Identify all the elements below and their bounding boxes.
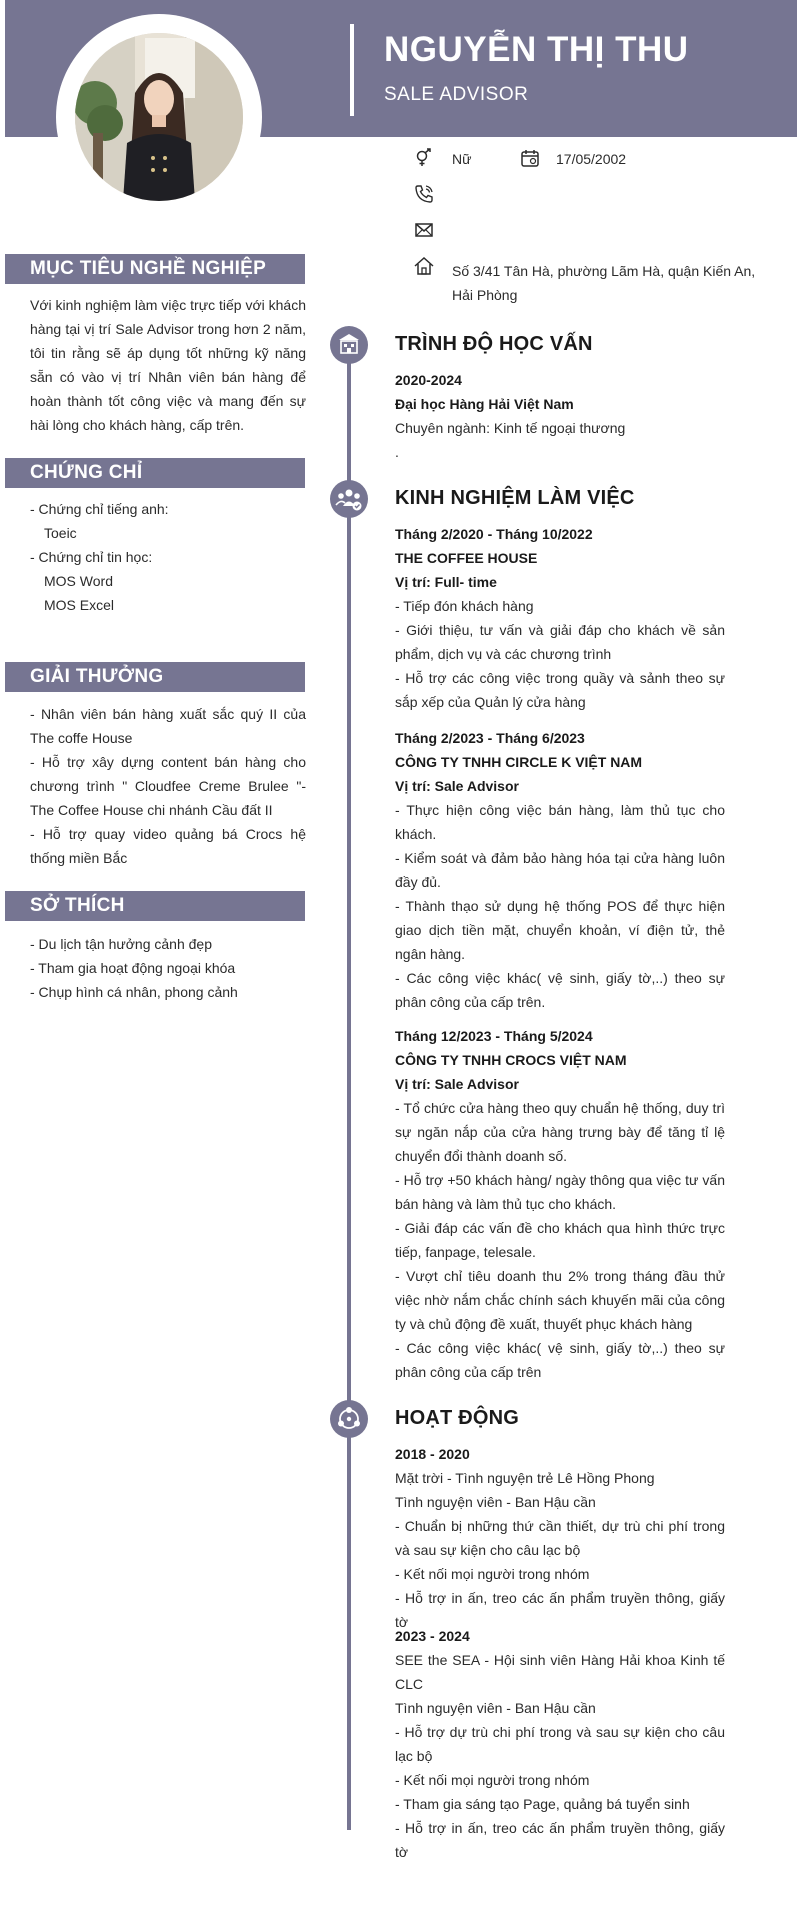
job-period: Tháng 2/2020 - Tháng 10/2022: [395, 526, 593, 542]
certificate-line: - Chứng chỉ tin học:: [30, 549, 153, 565]
avatar-photo: [75, 33, 243, 201]
certificate-line: MOS Word: [44, 573, 113, 589]
activity-line: SEE the SEA - Hội sinh viên Hàng Hải khoa Kinh tế CLC: [395, 1652, 725, 1692]
job-task: - Tiếp đón khách hàng: [395, 598, 534, 614]
education-extra: .: [395, 444, 399, 460]
job-task: - Thực hiện công việc bán hàng, làm thủ tục cho khách.: [395, 802, 725, 842]
activity-line: - Chuẩn bị những thứ cần thiết, dự trù chi phí trong và sau sự kiện cho câu lạc bộ: [395, 1518, 725, 1558]
address-line-2: Hải Phòng: [452, 287, 518, 303]
hobby-line: - Chụp hình cá nhân, phong cảnh: [30, 984, 238, 1000]
certificate-line: MOS Excel: [44, 597, 115, 613]
job-period: Tháng 2/2023 - Tháng 6/2023: [395, 730, 585, 746]
activity-line: - Tham gia sáng tạo Page, quảng bá tuyển sinh: [395, 1796, 690, 1812]
job-company: THE COFFEE HOUSE: [395, 550, 538, 566]
experience-heading: KINH NGHIỆM LÀM VIỆC: [395, 487, 635, 509]
job-task: - Giải đáp các vấn đề cho khách qua hình thức trực tiếp, fanpage, telesale.: [395, 1220, 725, 1260]
email-icon: [414, 220, 434, 240]
hobbies-heading: SỞ THÍCH: [5, 891, 305, 921]
activity-item: [395, 1442, 725, 1634]
job-title: SALE ADVISOR: [384, 84, 529, 105]
experience-job: [395, 1024, 725, 1384]
award-line: - Nhân viên bán hàng xuất sắc quý II của The coffe House: [30, 706, 306, 746]
activity-line: - Hỗ trợ in ấn, treo các ấn phẩm truyền thông, giấy tờ: [395, 1590, 725, 1630]
certificate-line: - Chứng chỉ tiếng anh:: [30, 501, 169, 517]
awards-heading: GIẢI THƯỞNG: [5, 662, 305, 692]
job-task: - Vượt chỉ tiêu doanh thu 2% trong tháng đầu thử việc nhờ nắm chắc chính sách khuyến mãi của công ty và chủ động đề xuất, thuyết phục khách hàng: [395, 1268, 725, 1332]
activity-period: 2018 - 2020: [395, 1446, 470, 1462]
objective-heading: MỤC TIÊU NGHỀ NGHIỆP: [5, 254, 305, 284]
experience-job: [395, 522, 725, 714]
hobby-line: - Tham gia hoạt động ngoại khóa: [30, 960, 236, 976]
job-task: - Hỗ trợ các công việc trong quầy và sảnh theo sự sắp xếp của Quản lý cửa hàng: [395, 670, 725, 710]
activities-heading: HOẠT ĐỘNG: [395, 1407, 520, 1429]
job-position: Vị trí: Sale Advisor: [395, 778, 519, 794]
candidate-name: NGUYỄN THỊ THU: [384, 30, 689, 69]
job-position: Vị trí: Sale Advisor: [395, 1076, 519, 1092]
activity-item: [395, 1624, 725, 1864]
activity-line: Tình nguyện viên - Ban Hậu cần: [395, 1494, 596, 1510]
job-task: - Kiểm soát và đảm bảo hàng hóa tại cửa hàng luôn đầy đủ.: [395, 850, 725, 890]
header-divider: [350, 24, 354, 116]
education-icon: [330, 326, 368, 364]
activity-line: Tình nguyện viên - Ban Hậu cần: [395, 1700, 596, 1716]
gender-value: Nữ: [452, 151, 472, 167]
gender-icon: [414, 148, 434, 168]
job-company: CÔNG TY TNHH CROCS VIỆT NAM: [395, 1052, 627, 1068]
certificate-line: Toeic: [44, 525, 77, 541]
education-heading: TRÌNH ĐỘ HỌC VẤN: [395, 333, 593, 355]
awards-list: [30, 702, 306, 870]
certificates-list: [30, 497, 306, 617]
calendar-icon: [520, 148, 540, 168]
education-block: [395, 368, 725, 464]
hobby-line: - Du lịch tận hưởng cảnh đẹp: [30, 936, 212, 952]
education-school: Đại học Hàng Hải Việt Nam: [395, 396, 574, 412]
education-major: Chuyên ngành: Kinh tế ngoại thương: [395, 420, 626, 436]
job-task: - Thành thạo sử dụng hệ thống POS để thực hiện giao dịch tiền mặt, chuyển khoản, ví điện tử, thẻ ngân hàng.: [395, 898, 725, 962]
phone-icon: [414, 184, 434, 204]
birthday-value: 17/05/2002: [556, 151, 627, 167]
activity-line: - Hỗ trợ in ấn, treo các ấn phẩm truyền thông, giấy tờ: [395, 1820, 725, 1860]
award-line: - Hỗ trợ quay video quảng bá Crocs hệ thống miền Bắc: [30, 826, 306, 866]
address-line-1: Số 3/41 Tân Hà, phường Lãm Hà, quận Kiến An,: [452, 263, 756, 279]
activity-line: - Kết nối mọi người trong nhóm: [395, 1772, 590, 1788]
education-period: 2020-2024: [395, 372, 462, 388]
job-task: - Hỗ trợ +50 khách hàng/ ngày thông qua việc tư vấn bán hàng và làm thủ tục cho khách.: [395, 1172, 725, 1212]
home-icon: [414, 256, 434, 276]
activities-icon: [330, 1400, 368, 1438]
award-line: - Hỗ trợ xây dựng content bán hàng cho chương trình " Cloudfee Creme Brulee "- The Coffee House chi nhánh Cầu đất II: [30, 754, 306, 818]
activity-line: - Hỗ trợ dự trù chi phí trong và sau sự kiện cho câu lạc bộ: [395, 1724, 725, 1764]
job-task: - Giới thiệu, tư vấn và giải đáp cho khách về sản phẩm, dịch vụ và các chương trình: [395, 622, 725, 662]
activity-period: 2023 - 2024: [395, 1628, 470, 1644]
objective-text: Với kinh nghiệm làm việc trực tiếp với khách hàng tại vị trí Sale Advisor trong hơn 2 năm, tôi tin rằng sẽ áp dụng tốt những kỹ năng sẵn có vào vị trí Nhân viên bán hàng để hoàn thành tốt công việc và mang đến sự hài lòng cho khách hàng, cấp trên.: [30, 297, 306, 433]
activity-line: - Kết nối mọi người trong nhóm: [395, 1566, 590, 1582]
avatar: [75, 33, 243, 201]
address: [452, 259, 755, 307]
timeline-line: [347, 340, 351, 1830]
activity-line: Mặt trời - Tình nguyện trẻ Lê Hồng Phong: [395, 1470, 655, 1486]
hobbies-list: [30, 932, 306, 1004]
experience-job: [395, 726, 725, 1014]
job-position: Vị trí: Full- time: [395, 574, 497, 590]
experience-icon: [330, 480, 368, 518]
certificates-heading: CHỨNG CHỈ: [5, 458, 305, 488]
job-task: - Các công việc khác( vệ sinh, giấy tờ,..) theo sự phân công của cấp trên: [395, 1340, 725, 1380]
job-task: - Các công việc khác( vệ sinh, giấy tờ,..) theo sự phân công của cấp trên.: [395, 970, 725, 1010]
job-task: - Tổ chức cửa hàng theo quy chuẩn hệ thống, duy trì sự ngăn nắp của cửa hàng trưng bày để tăng tỉ lệ chuyển đổi thành doanh số.: [395, 1100, 725, 1164]
job-period: Tháng 12/2023 - Tháng 5/2024: [395, 1028, 593, 1044]
job-company: CÔNG TY TNHH CIRCLE K VIỆT NAM: [395, 754, 643, 770]
